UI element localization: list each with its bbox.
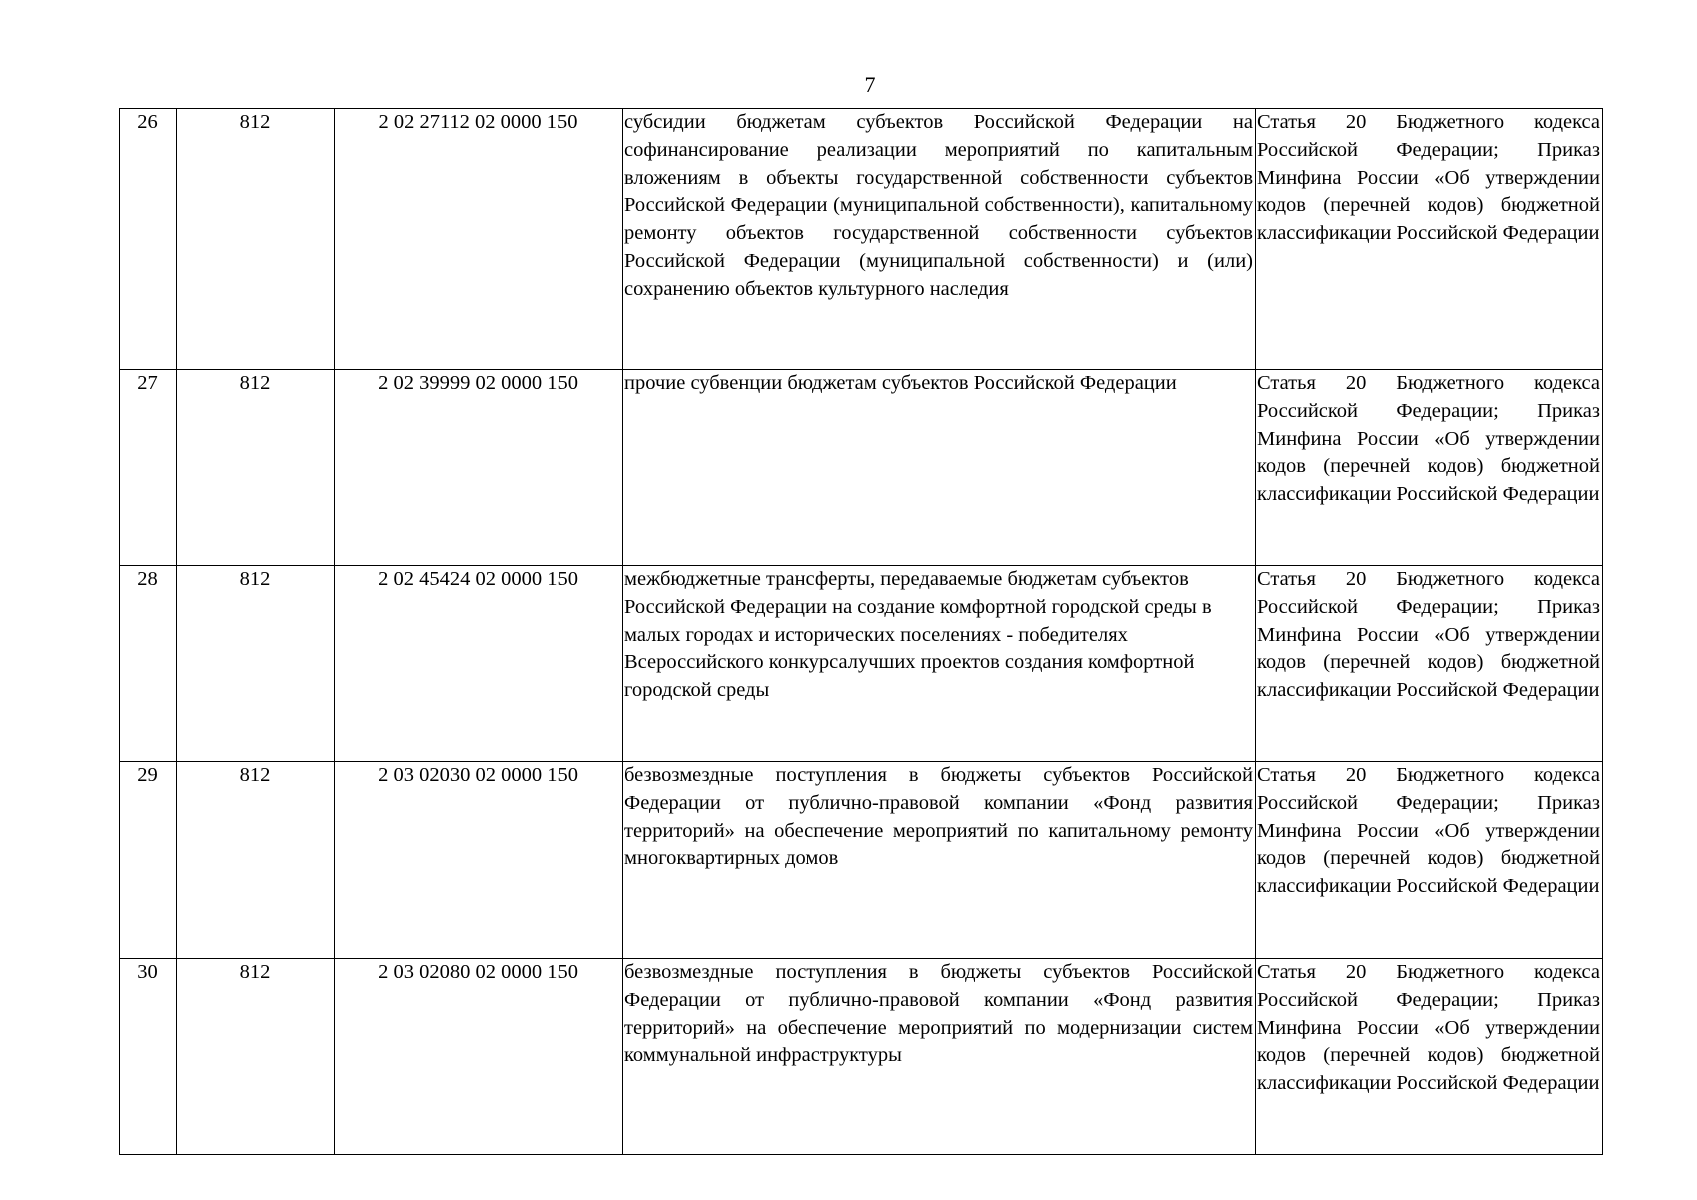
revenue-description: субсидии бюджетам субъектов Российской Федерации на софинансирование реализации мероприятий по капитальным вложениям в объекты государственной собственности субъектов Российской Федерации (муниципальной собственности), капитальному ремонту объектов государственной собственности субъектов Российской Федерации (муниципальной собственности) и (или) сохранению объектов культурного наследия (623, 109, 1256, 370)
row-number: 27 (120, 370, 177, 566)
legal-basis: Статья 20 Бюджетного кодекса Российской Федерации; Приказ Минфина России «Об утверждении кодов (перечней кодов) бюджетной классификации Российской Федерации (1256, 762, 1603, 959)
row-number: 29 (120, 762, 177, 959)
revenue-description: межбюджетные трансферты, передаваемые бюджетам субъектов Российской Федерации на создание комфортной городской среды в малых городах и исторических поселениях - победителях Всероссийского конкурсалучших проектов создания комфортной городской среды (623, 566, 1256, 762)
row-number: 30 (120, 959, 177, 1155)
revenue-description: безвозмездные поступления в бюджеты субъектов Российской Федерации от публично-правовой компании «Фонд развития территорий» на обеспечение мероприятий по капитальному ремонту многоквартирных домов (623, 762, 1256, 959)
administrator-code: 812 (177, 762, 335, 959)
table-row (120, 370, 1603, 566)
row-number: 28 (120, 566, 177, 762)
legal-basis: Статья 20 Бюджетного кодекса Российской Федерации; Приказ Минфина России «Об утверждении кодов (перечней кодов) бюджетной классификации Российской Федерации (1256, 109, 1603, 370)
administrator-code: 812 (177, 959, 335, 1155)
revenue-description: безвозмездные поступления в бюджеты субъектов Российской Федерации от публично-правовой компании «Фонд развития территорий» на обеспечение мероприятий по модернизации систем коммунальной инфраструктуры (623, 959, 1256, 1155)
budget-classification-code: 2 02 27112 02 0000 150 (335, 109, 623, 370)
page-number: 7 (864, 72, 876, 97)
administrator-code: 812 (177, 109, 335, 370)
legal-basis: Статья 20 Бюджетного кодекса Российской Федерации; Приказ Минфина России «Об утверждении кодов (перечней кодов) бюджетной классификации Российской Федерации (1256, 959, 1603, 1155)
budget-classification-code: 2 03 02080 02 0000 150 (335, 959, 623, 1155)
budget-classification-code: 2 02 45424 02 0000 150 (335, 566, 623, 762)
legal-basis: Статья 20 Бюджетного кодекса Российской Федерации; Приказ Минфина России «Об утверждении кодов (перечней кодов) бюджетной классификации Российской Федерации (1256, 370, 1603, 566)
row-number: 26 (120, 109, 177, 370)
budget-classification-code: 2 02 39999 02 0000 150 (335, 370, 623, 566)
administrator-code: 812 (177, 370, 335, 566)
table-row (120, 566, 1603, 762)
revenue-description: прочие субвенции бюджетам субъектов Российской Федерации (623, 370, 1256, 566)
budget-classification-code: 2 03 02030 02 0000 150 (335, 762, 623, 959)
table-row (120, 762, 1603, 959)
administrator-code: 812 (177, 566, 335, 762)
budget-codes-table (119, 108, 1603, 1155)
table-row (120, 109, 1603, 370)
legal-basis: Статья 20 Бюджетного кодекса Российской Федерации; Приказ Минфина России «Об утверждении кодов (перечней кодов) бюджетной классификации Российской Федерации (1256, 566, 1603, 762)
table-row (120, 959, 1603, 1155)
